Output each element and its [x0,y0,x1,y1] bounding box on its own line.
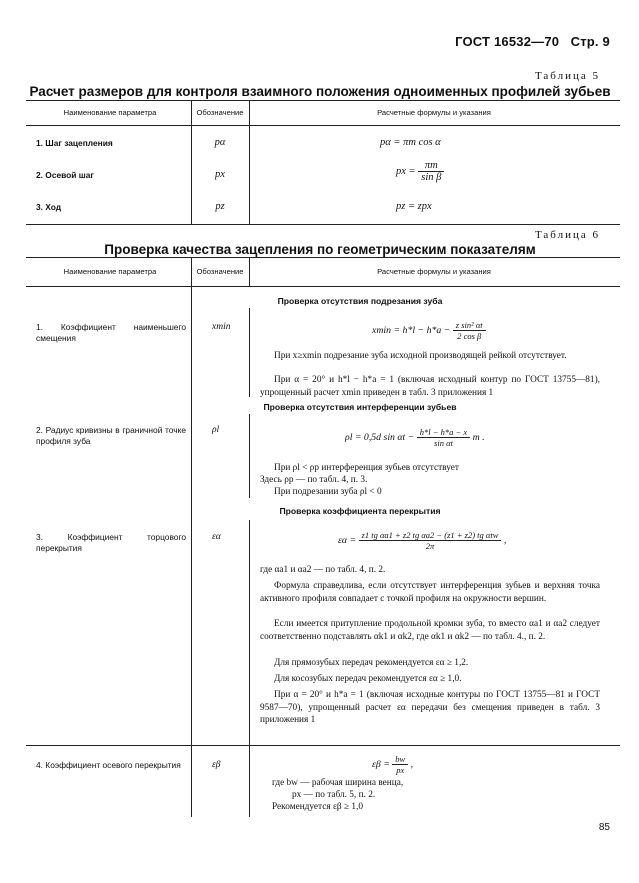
table6-row1-text2: При α = 20° и h*l − h*a = 1 (включая исходный контур по ГОСТ 13755—81), упрощенный расчет xmin приведен в табл. 3 приложения 1 [260,375,600,398]
formula-numerator: bw [392,754,408,765]
table6-row3-text4: Для прямозубых передач рекомендуется εα ≥ 1,2. [274,658,469,668]
table6-col-formula: Расчетные формулы и указания [377,267,491,276]
formula-fraction [418,160,444,183]
formula-fraction [453,320,486,341]
formula-tail: m . [472,431,485,443]
table6-row2-text1: При ρl < ρp интерференция зубьев отсутствует [274,463,459,473]
table6-row3-text6: При α = 20° и h*a = 1 (включая исходные контуры по ГОСТ 13755—81 и ГОСТ 9587—70), упрощенный расчет εα передачи без смещения приведен в табл. 3 приложения 1 [260,690,600,726]
table6-row4-text2: px — по табл. 5, п. 2. [292,790,376,800]
formula-lhs: εα = [338,534,357,546]
table6-row1-name: 1. Коэффициент наименьшего смещения [36,322,186,343]
table6-col-symbol: Обозначение [196,267,244,276]
table6-row4-text3: Рекомендуется εβ ≥ 1,0 [272,802,363,812]
formula-lhs: px = [396,165,416,177]
table5-row3-formula: pz = zpx [396,201,432,212]
table6-row3-text3: Если имеется притупление продольной кромки зуба, то вместо αa1 и αa2 следует соответственно подставлять αk1 и αk2, где αk1 и αk2 — по табл. 4., п. 2. [260,619,600,642]
formula-denominator: 2π [425,541,435,551]
formula-denominator: sin αt [434,438,453,448]
table6-row3-formula [338,530,506,551]
section-undercut: Проверка отсутствия подрезания зуба [277,296,443,306]
table6-row4-name: 4. Коэффициент осевого перекрытия [36,760,181,770]
page-header [440,34,610,49]
table6-row2-text2: Здесь ρp — по табл. 4, п. 3. [260,475,368,485]
table6-row3-text5: Для косозубых передач рекомендуется εα ≥ 1,0. [274,674,462,684]
table6-row2-name: 2. Радиус кривизны в граничной точке профиля зуба [36,425,186,446]
table5-row2-symbol: px [215,169,225,180]
formula-tail: , [410,758,414,770]
table6-col-name: Наименование параметра [63,267,157,276]
formula-fraction [392,754,408,775]
table6-row1-text1: При x≥xmin подрезание зуба исходной производящей рейкой отсутствует. [274,351,567,361]
table5-row1-name: 1. Шаг зацепления [36,138,113,148]
formula-lhs: ρl = 0,5d sin αt − [345,431,415,443]
table5-col-symbol: Обозначение [196,108,244,117]
page-number: 85 [598,822,610,833]
page-label: Стр. 9 [570,34,610,49]
formula-denominator: px [396,765,405,775]
table5-row1-formula: pα = πm cos α [380,137,441,148]
table6-row1-symbol: xmin [212,322,231,332]
formula-denominator: sin β [421,172,442,183]
formula-denominator: 2 cos β [457,331,482,341]
table6-row3-name: 3. Коэффициент торцового перекрытия [36,532,186,553]
table6-row4-text1: где bw — рабочая ширина венца, [272,778,404,788]
table6-label: Таблица 6 [534,229,600,241]
table5-col-name: Наименование параметра [63,108,157,117]
section-interference: Проверка отсутствия интерференции зубьев [263,402,457,412]
formula-numerator: h*l − h*a − x [417,427,470,438]
table6-row2-formula [345,427,485,448]
table6-row2-text3: При подрезании зуба ρl < 0 [274,487,382,497]
table6-row4-symbol: εβ [212,760,221,770]
table6-row3-symbol: εα [212,532,221,542]
table6-row3-text1: где αa1 и αa2 — по табл. 4, п. 2. [260,565,386,575]
section-contact-ratio: Проверка коэффициента перекрытия [279,506,441,516]
formula-lhs: εβ = [372,758,390,770]
formula-numerator: πm [418,160,444,172]
standard-number: ГОСТ 16532—70 [455,34,560,49]
table6-row4-formula [372,754,413,775]
table5-row2-name: 2. Осевой шаг [36,170,94,180]
formula-fraction [417,427,470,448]
formula-numerator: z sin² αt [453,320,486,331]
table6-title: Проверка качества зацепления по геометрическим показателям [104,242,536,257]
table6-row3-text2: Формула справедлива, если отсутствует интерференция зубьев и верхняя точка активного профиля совпадает с точкой профиля на окружности вершин. [260,581,600,604]
table5-row1-symbol: pα [214,137,226,148]
table6-row2-symbol: ρl [212,425,220,435]
formula-fraction [359,530,502,551]
table5-title: Расчет размеров для контроля взаимного положения одноименных профилей зубьев [29,84,611,99]
formula-tail: , [503,534,507,546]
table5-label: Таблица 5 [534,70,600,82]
table5-row3-name: 3. Ход [36,202,62,212]
table5-row2-formula [396,160,444,183]
formula-lhs: xmin = h*l − h*a − [372,324,451,336]
formula-numerator: z1 tg αa1 + z2 tg αa2 − (z1 + z2) tg αtw [359,530,502,541]
table5-col-formula: Расчетные формулы и указания [377,108,491,117]
table5-row3-symbol: pz [215,201,225,212]
table6-row1-formula [372,320,486,341]
